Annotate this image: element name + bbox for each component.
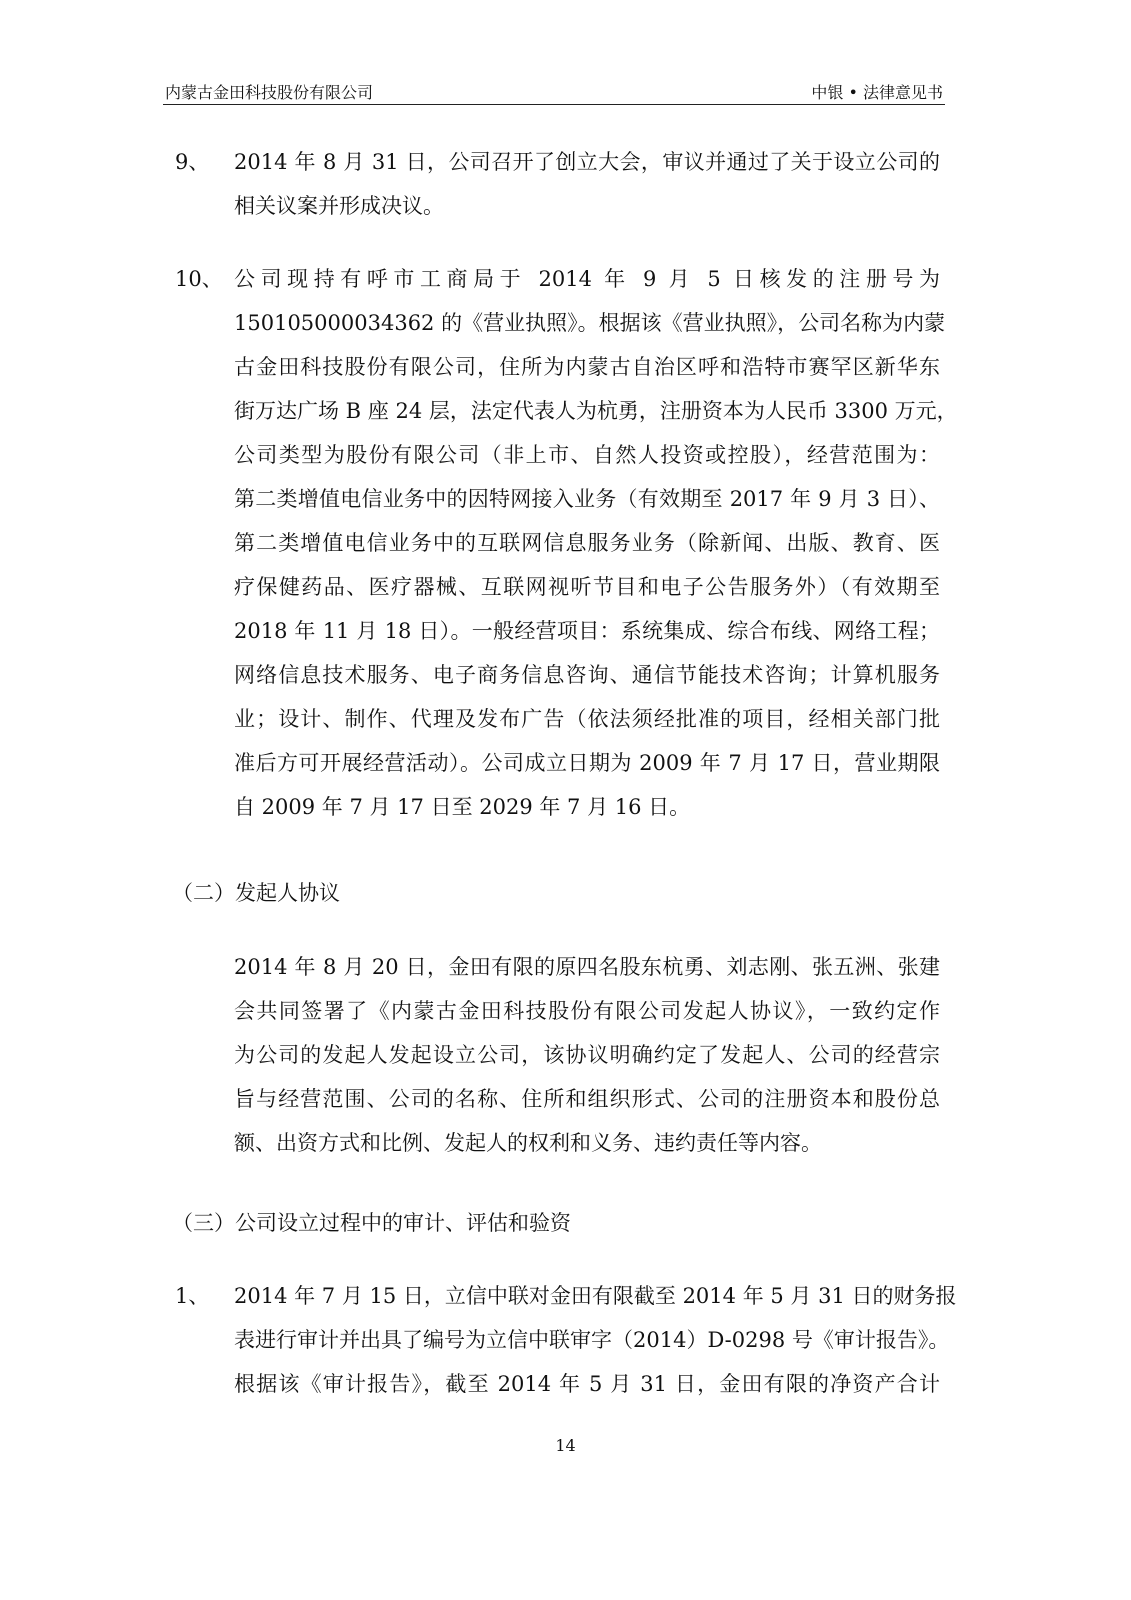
paragraph-line: 网络信息技术服务、电子商务信息咨询、通信节能技术咨询；计算机服务 <box>234 663 940 687</box>
paragraph-line: 街万达广场 B 座 24 层，法定代表人为杭勇，注册资本为人民币 3300 万元， <box>234 399 958 423</box>
paragraph-line: 公司现持有呼市工商局于 2014 年 9 月 5 日核发的注册号为 <box>234 267 940 291</box>
paragraph-line: 会共同签署了《内蒙古金田科技股份有限公司发起人协议》，一致约定作 <box>234 999 940 1023</box>
paragraph-line: 2014 年 8 月 31 日，公司召开了创立大会，审议并通过了关于设立公司的 <box>234 150 940 174</box>
header-doc-title: 中银 • 法律意见书 <box>811 83 943 102</box>
paragraph-line: 旨与经营范围、公司的名称、住所和组织形式、公司的注册资本和股份总 <box>234 1087 940 1111</box>
paragraph-line: 古金田科技股份有限公司，住所为内蒙古自治区呼和浩特市赛罕区新华东 <box>234 355 940 379</box>
paragraph-line: 2018 年 11 月 18 日）。一般经营项目：系统集成、综合布线、网络工程； <box>234 619 940 643</box>
paragraph-line: 表进行审计并出具了编号为立信中联审字（2014）D-0298 号《审计报告》。 <box>234 1328 950 1352</box>
page-header <box>163 76 945 105</box>
paragraph-line: 根据该《审计报告》，截至 2014 年 5 月 31 日，金田有限的净资产合计 <box>234 1372 940 1396</box>
paragraph-line: 自 2009 年 7 月 17 日至 2029 年 7 月 16 日。 <box>234 795 691 819</box>
paragraph-line: 准后方可开展经营活动）。公司成立日期为 2009 年 7 月 17 日，营业期限 <box>234 751 940 775</box>
page-number: 14 <box>555 1436 576 1455</box>
paragraph-line: 相关议案并形成决议。 <box>234 194 444 218</box>
paragraph-line: 公司类型为股份有限公司（非上市、自然人投资或控股），经营范围为： <box>234 443 940 467</box>
item-number: 9、 <box>175 150 210 174</box>
paragraph-line: 额、出资方式和比例、发起人的权利和义务、违约责任等内容。 <box>234 1131 822 1155</box>
paragraph-line: 疗保健药品、医疗器械、互联网视听节目和电子公告服务外）（有效期至 <box>234 575 940 599</box>
section-heading: （三）公司设立过程中的审计、评估和验资 <box>172 1211 571 1235</box>
item-number: 1、 <box>175 1284 210 1308</box>
paragraph-line: 第二类增值电信业务中的互联网信息服务业务（除新闻、出版、教育、医 <box>234 531 940 555</box>
paragraph-line: 为公司的发起人发起设立公司，该协议明确约定了发起人、公司的经营宗 <box>234 1043 940 1067</box>
paragraph-line: 第二类增值电信业务中的因特网接入业务（有效期至 2017 年 9 月 3 日）、 <box>234 487 940 511</box>
section-heading: （二）发起人协议 <box>172 881 340 905</box>
paragraph-line: 2014 年 8 月 20 日，金田有限的原四名股东杭勇、刘志刚、张五洲、张建 <box>234 955 940 979</box>
paragraph-line: 2014 年 7 月 15 日，立信中联对金田有限截至 2014 年 5 月 31 日的财务报 <box>234 1284 957 1308</box>
paragraph-line: 业；设计、制作、代理及发布广告（依法须经批准的项目，经相关部门批 <box>234 707 940 731</box>
paragraph-line: 150105000034362 的《营业执照》。根据该《营业执照》，公司名称为内蒙 <box>234 311 946 335</box>
header-company: 内蒙古金田科技股份有限公司 <box>165 83 374 102</box>
item-number: 10、 <box>175 267 223 291</box>
